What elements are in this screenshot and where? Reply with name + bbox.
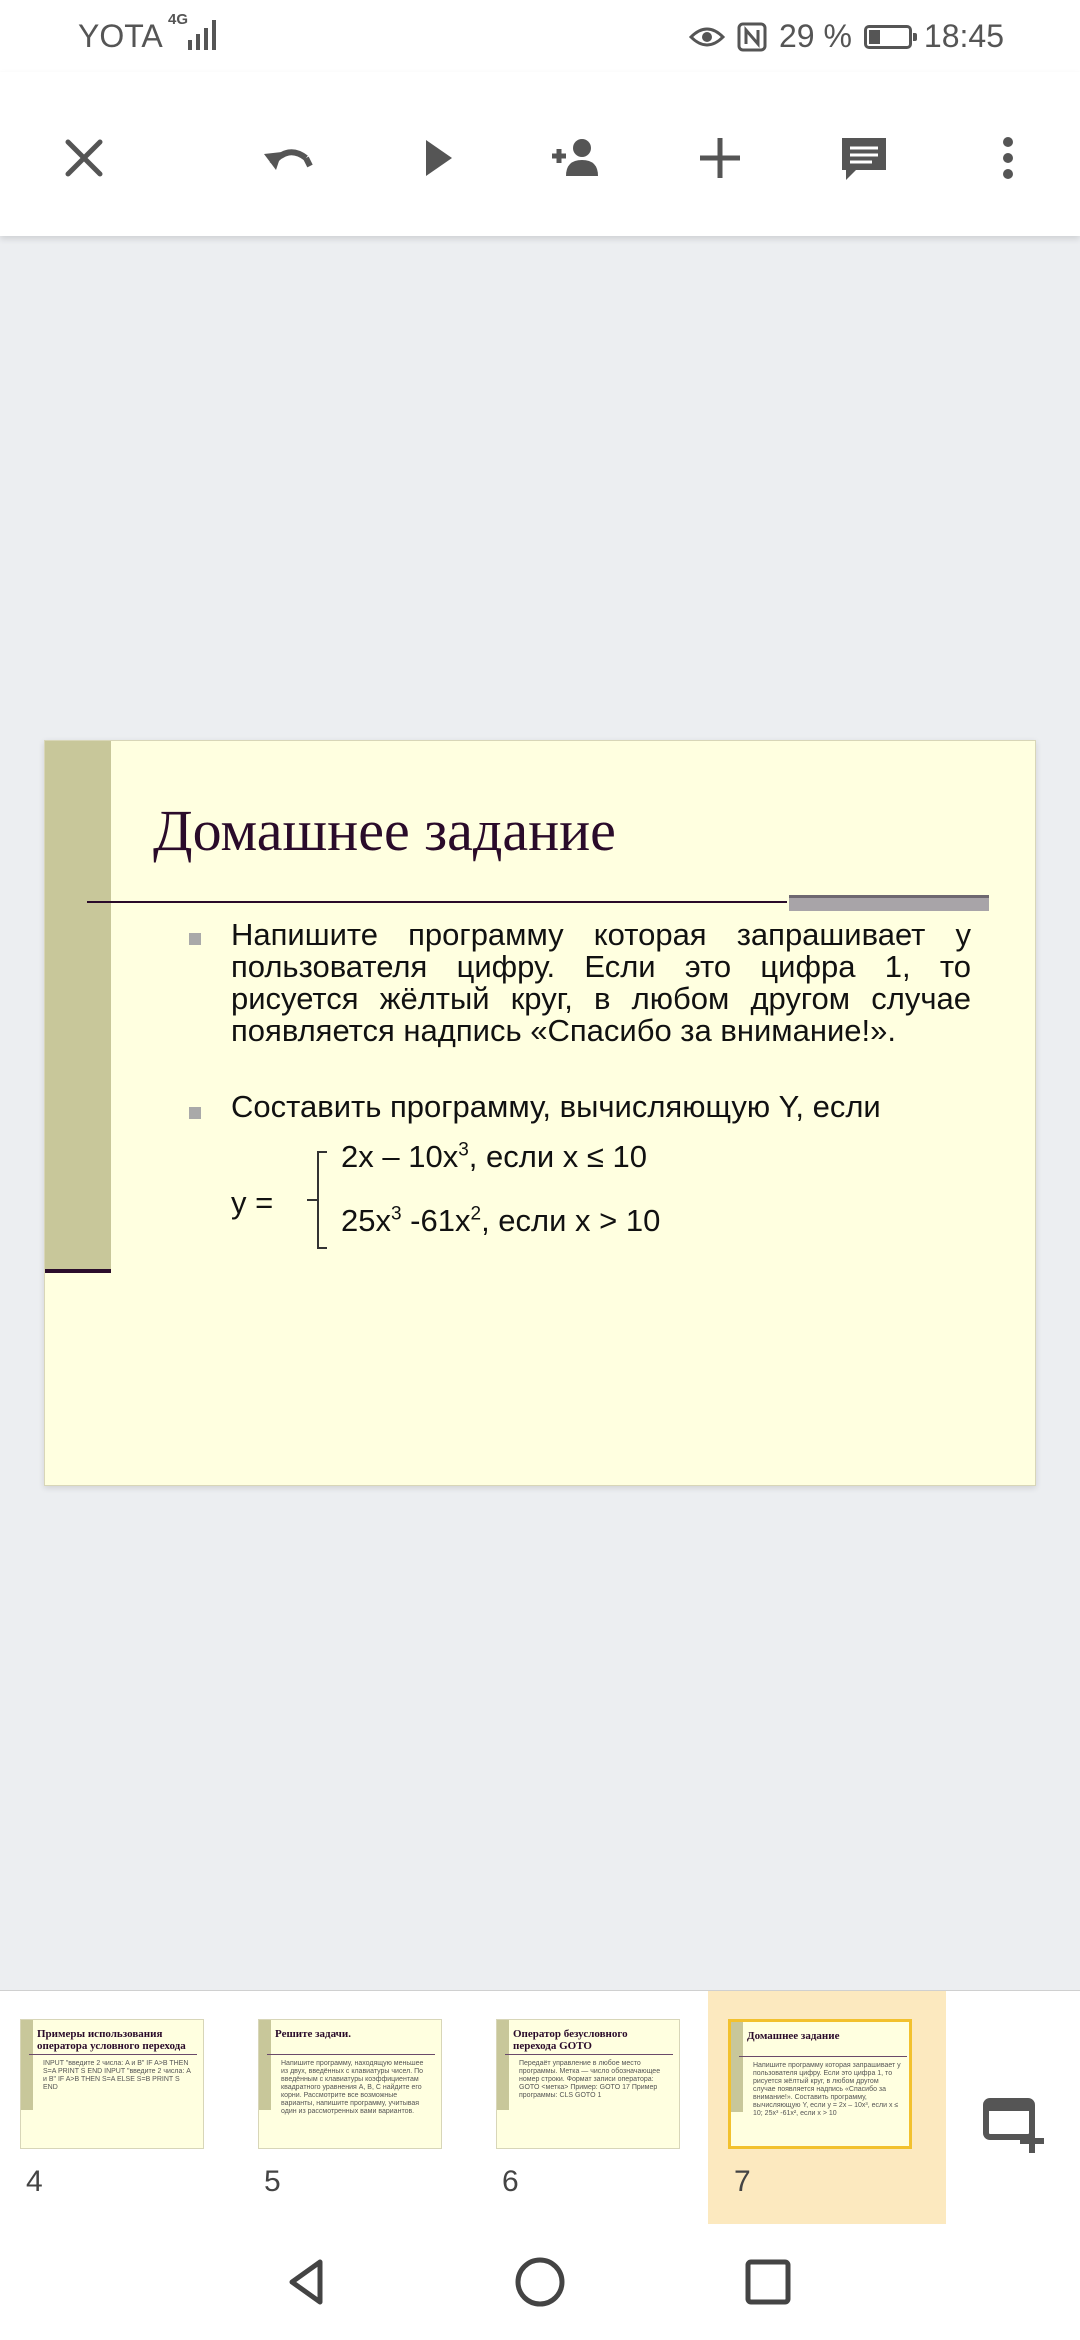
slide-thumbnail-4[interactable]: [0, 1991, 238, 2225]
slide-thumbnail-7[interactable]: [708, 1991, 946, 2225]
thumbnail-preview: Оператор безусловного перехода GOTO Передаёт управление в любое место программы. Метка — число обозначающее номер строки. Формат записи оператора: GOTO <метка> Пример: GOTO 17 Пример программы: CLS GOTO 1: [496, 2019, 680, 2149]
more-vert-icon: [980, 130, 1036, 186]
close-icon: [56, 130, 112, 186]
bullet-marker: [189, 1107, 201, 1119]
slide-canvas[interactable]: [44, 740, 1036, 1486]
slide-sidebar-decoration: [45, 741, 111, 1271]
navigation-bar: [0, 2224, 1080, 2340]
battery-icon: [864, 25, 912, 49]
thumbnail-number: 6: [502, 2165, 519, 2198]
close-button[interactable]: [36, 110, 132, 206]
share-button[interactable]: [528, 110, 624, 206]
formula-brace-tip: [307, 1199, 317, 1201]
eye-icon: [689, 23, 725, 51]
battery-percent: 29 %: [778, 18, 852, 54]
network-type: 4G: [168, 11, 189, 28]
play-icon: [408, 130, 464, 186]
thumbnail-number: 4: [26, 2165, 43, 2198]
title-accent-bar: [789, 897, 989, 911]
clock: 18:45: [923, 18, 1004, 54]
slide-sidebar-line: [45, 1269, 111, 1273]
comment-icon: [836, 130, 892, 186]
undo-button[interactable]: [240, 110, 336, 206]
present-button[interactable]: [388, 110, 484, 206]
slide-thumbnail-5[interactable]: [238, 1991, 476, 2225]
signal-icon: [186, 18, 222, 50]
thumbnail-preview: Примеры использования оператора условного перехода INPUT "введите 2 числа: A и B" IF A>B THEN S=A PRINT S END INPUT "введите 2 числа: A и B" IF A>B THEN S=A ELSE S=B PRINT S END: [20, 2019, 204, 2149]
bullet-item: Составить программу, вычисляющую Y, если: [231, 1089, 881, 1124]
thumbnail-number: 7: [734, 2165, 751, 2198]
thumbnail-preview-selected: Домашнее задание Напишите программу которая запрашивает у пользователя цифру. Если это цифра 1, то рисуется жёлтый круг, в любом другом случае появляется надпись «Спасибо за внимание!». Составить программу, вычисляющую Y, если y = 2x – 10x³, если x ≤ 10; 25x³ -61x², если x > 10: [728, 2019, 912, 2149]
comments-button[interactable]: [816, 110, 912, 206]
more-options-button[interactable]: [960, 110, 1056, 206]
bullet-item: Напишите программу которая запрашивает у пользователя цифру. Если это цифра 1, то рисуется жёлтый круг, в любом другом случае появляется надпись «Спасибо за внимание!».: [231, 917, 971, 1048]
title-divider: [87, 901, 787, 903]
back-icon: [280, 2254, 336, 2310]
slide-title: Домашнее задание: [153, 798, 616, 863]
undo-icon: [260, 130, 316, 186]
insert-button[interactable]: [672, 110, 768, 206]
thumbnail-preview: Решите задачи. Напишите программу, находящую меньшее из двух, введённых с клавиатуры чисел. По введённым с клавиатуры коэффициентам квадратного уравнения A, B, C найдите его корни. Рассмотрите все возможные варианты, напишите программу, учитывая один из рассмотренных вами вариантов.: [258, 2019, 442, 2149]
nfc-icon: [737, 22, 767, 52]
formula-case-2: $25x^3$ $-61x^2$, если x > 10: [341, 1203, 661, 1238]
add-slide-button[interactable]: [978, 2087, 1050, 2159]
recents-icon: [740, 2254, 796, 2310]
plus-icon: [692, 130, 748, 186]
home-icon: [512, 2254, 568, 2310]
formula-lhs: y =: [231, 1185, 274, 1220]
thumbnail-number: 5: [264, 2165, 281, 2198]
status-bar: [0, 0, 1080, 72]
back-button[interactable]: [272, 2246, 344, 2318]
carrier-label: YOTA: [78, 18, 163, 54]
title-accent-bar-top: [789, 895, 989, 898]
recents-button[interactable]: [732, 2246, 804, 2318]
formula-case-1: $2x - 10x^3$, если x ≤ 10: [341, 1139, 647, 1174]
bullet-marker: [189, 933, 201, 945]
slide-thumbnail-6[interactable]: [476, 1991, 714, 2225]
toolbar: [0, 72, 1080, 236]
add-person-icon: [548, 130, 604, 186]
home-button[interactable]: [504, 2246, 576, 2318]
slide-filmstrip: [0, 1990, 1080, 2225]
formula-brace: [317, 1151, 319, 1249]
add-slide-icon: [978, 2087, 1050, 2159]
